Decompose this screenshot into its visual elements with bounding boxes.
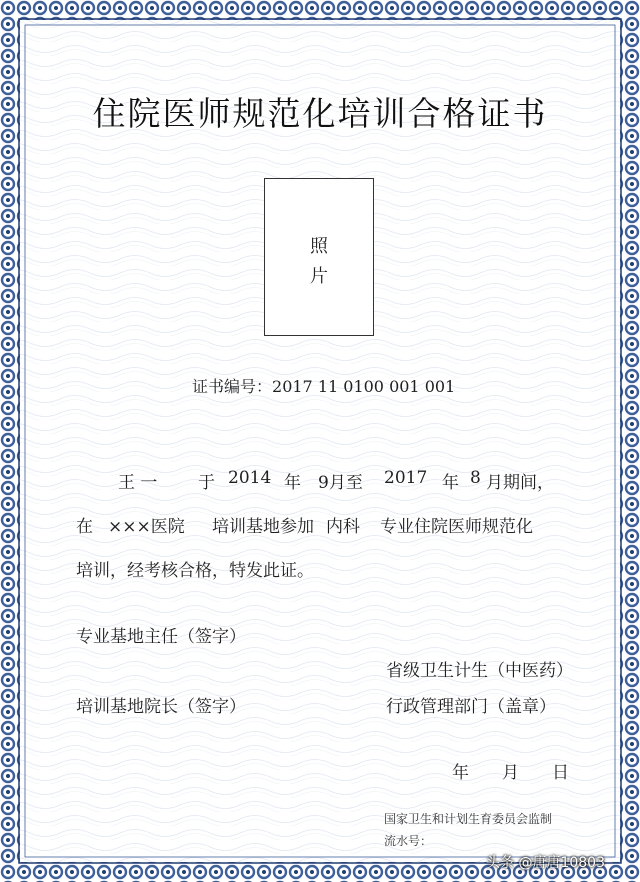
supervisor-note: 国家卫生和计划生育委员会监制	[384, 812, 553, 826]
director-signature-label: 专业基地主任（签字）	[76, 627, 246, 647]
start-year: 2014	[228, 468, 272, 488]
photo-label: 片	[310, 266, 328, 287]
training-base-name: ×××医院	[108, 517, 185, 537]
certificate-number	[192, 374, 455, 397]
specialty: 内科	[326, 517, 360, 537]
body-text: 月期间，	[486, 473, 554, 493]
body-text: 于	[198, 473, 215, 493]
body-text: 专业住院医师规范化	[380, 517, 533, 537]
provincial-department-label: 省级卫生计生（中医药）	[386, 661, 573, 681]
date-month-label: 月	[502, 763, 519, 783]
certificate-title: 住院医师规范化培训合格证书	[92, 94, 548, 133]
start-month: 9月至	[318, 473, 363, 493]
president-signature-label: 培训基地院长（签字）	[76, 697, 246, 717]
body-text: 培训，经考核合格，特发此证。	[76, 561, 314, 581]
body-text: 年	[284, 473, 301, 493]
certificate-number-value: 2017 11 0100 001 001	[272, 377, 456, 396]
serial-number-label: 流水号：	[384, 834, 433, 848]
trainee-name: 王 一	[118, 473, 158, 493]
provincial-seal-label: 行政管理部门（盖章）	[386, 697, 556, 717]
watermark: 头条 @唐唐10803	[486, 855, 605, 871]
date-year-label: 年	[452, 763, 469, 783]
photo-label: 照	[310, 236, 328, 257]
body-text: 在	[76, 517, 93, 537]
body-text: 年	[442, 473, 459, 493]
certificate-number-label: 证书编号：	[192, 377, 273, 396]
end-month: 8	[470, 468, 481, 488]
end-year: 2017	[384, 468, 428, 488]
date-day-label: 日	[552, 763, 569, 783]
body-text: 培训基地参加	[212, 517, 314, 537]
